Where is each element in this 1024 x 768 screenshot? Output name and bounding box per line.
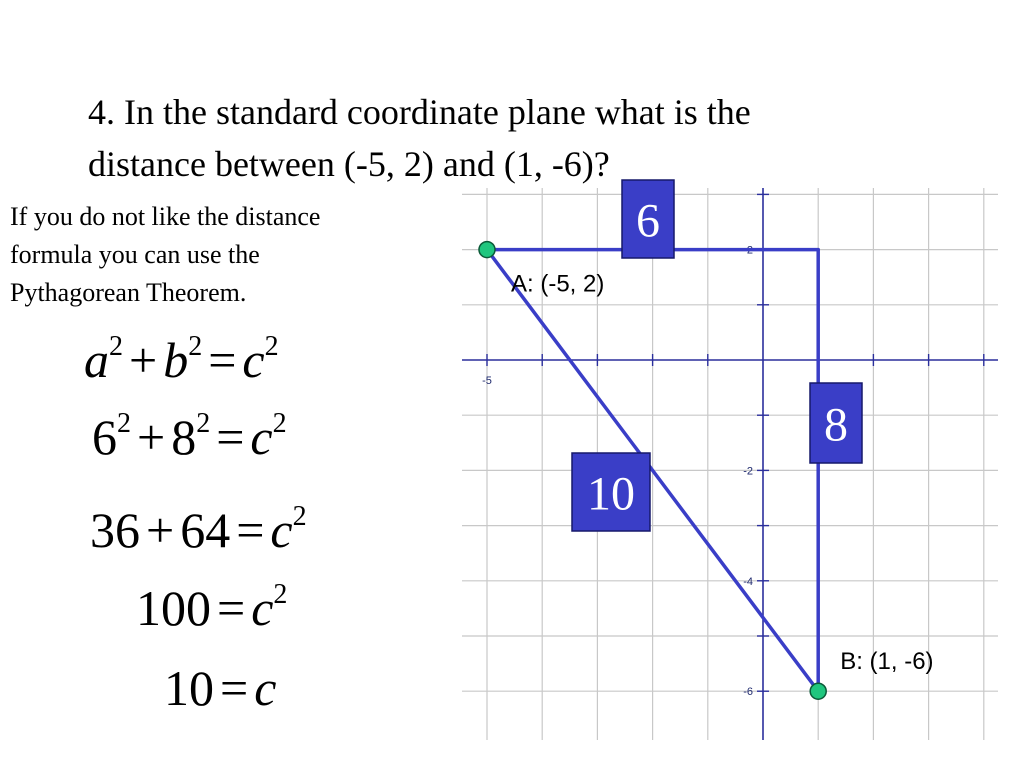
eq2-a: 6 [92,409,117,465]
eq1-b: b [163,332,189,388]
eq4-c: c [251,580,274,636]
eq4-lhs: 100 [136,580,211,636]
eq2-b-exp: 2 [196,408,211,440]
hint-text [10,198,440,312]
eq1-a: a [84,332,109,388]
eq1-plus: + [129,332,158,388]
eq3-equals: = [236,502,265,558]
y-tick-label: -2 [743,465,753,478]
eq1-equals: = [208,332,237,388]
eq3-c-exp: 2 [292,501,307,533]
eq2-plus: + [137,409,166,465]
side-box-10 [572,453,650,531]
equation-sum [136,578,287,638]
eq4-equals: = [217,580,246,636]
y-tick-label: -6 [743,686,753,699]
hint-line-2: formula you can use the [10,240,260,269]
eq1-b-exp: 2 [188,331,203,363]
eq2-c: c [250,409,273,465]
eq3-a: 36 [90,502,140,558]
eq2-equals: = [216,409,245,465]
hint-line-3: Pythagorean Theorem. [10,278,247,307]
eq3-b: 64 [180,502,231,558]
y-tick-label: -4 [743,575,753,588]
side-box-6 [622,180,674,258]
eq1-c-exp: 2 [264,331,279,363]
side-box-10-label: 10 [587,467,635,521]
side-box-8-label: 8 [824,398,848,452]
eq5-equals: = [220,660,249,716]
question-text [88,86,988,190]
equation-result [164,658,276,718]
equation-substituted [92,407,287,467]
point-b-label: B: (1, -6) [840,648,934,676]
eq2-b: 8 [171,409,197,465]
equation-squared [90,500,307,560]
point-b [810,683,826,699]
hint-line-1: If you do not like the distance [10,202,321,231]
question-line-2: distance between (-5, 2) and (1, -6)? [88,144,610,184]
eq5-c: c [254,660,277,716]
x-tick-label: -5 [482,375,492,387]
eq5-lhs: 10 [164,660,214,716]
eq4-c-exp: 2 [273,579,288,611]
side-box-8 [810,383,862,463]
point-a-label: A: (-5, 2) [511,270,605,298]
eq2-a-exp: 2 [117,408,131,440]
side-box-6-label: 6 [636,194,660,248]
eq2-c-exp: 2 [272,408,287,440]
equation-pythagorean-general [84,330,279,390]
eq1-c: c [242,332,265,388]
eq1-a-exp: 2 [109,331,123,363]
point-a [479,242,495,258]
eq3-plus: + [146,502,175,558]
y-tick-label: 2 [746,244,753,257]
question-line-1: 4. In the standard coordinate plane what is the [88,92,751,132]
eq3-c: c [270,502,293,558]
